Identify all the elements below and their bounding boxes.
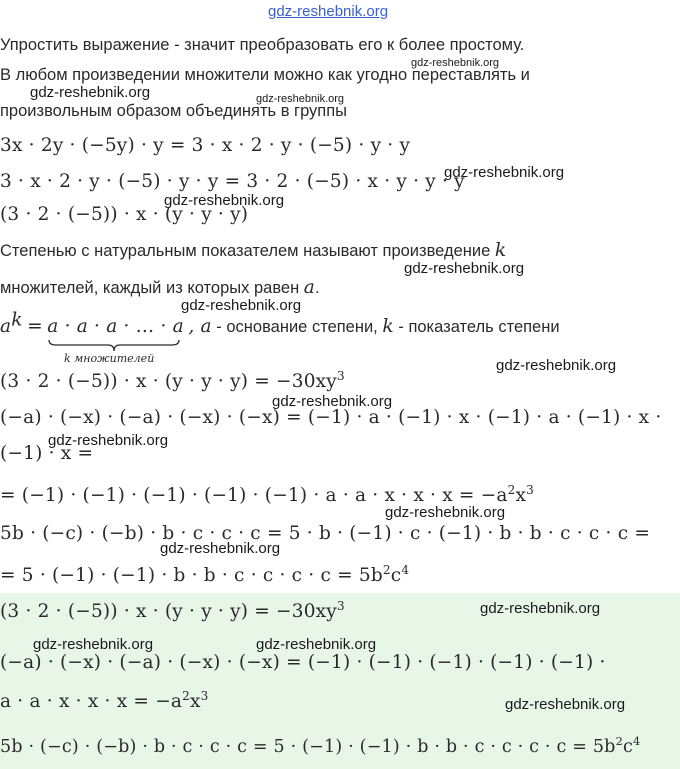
watermark: gdz-reshebnik.org xyxy=(160,540,281,557)
power-definition-text: Степенью с натуральным показателем называют произведение xyxy=(0,242,491,260)
answer-line-3-exp2: 3 xyxy=(200,688,209,703)
work-line-1 xyxy=(0,368,345,392)
answer-line-3-mid: x xyxy=(189,691,201,712)
watermark: gdz-reshebnik.org xyxy=(411,57,500,69)
watermark: gdz-reshebnik.org xyxy=(385,504,506,521)
watermark: gdz-reshebnik.org xyxy=(256,636,377,653)
intro-line-3: произвольным образом объединять в группы xyxy=(0,102,348,120)
answer-line-2: (−a) · (−x) · (−a) · (−x) · (−x) = (−1) · (−1) · (−1) · (−1) · (−1) · xyxy=(0,652,606,673)
work-line-1-main: (3 · 2 · (−5)) · x · (y · y · y) = −30xy xyxy=(0,371,337,392)
power-definition-line-1 xyxy=(0,240,506,261)
work-line-2c-exp1: 2 xyxy=(507,482,516,497)
answer-line-4-main: 5b · (−c) · (−b) · b · c · c · c = 5 · (−1) · (−1) · b · b · c · c · c · c = 5b xyxy=(0,737,616,757)
answer-line-4-exp2: 4 xyxy=(633,734,641,749)
watermark: gdz-reshebnik.org xyxy=(181,297,302,314)
step-2: 3 · x · 2 · y · (−5) · y · y = 3 · 2 · (−5) · x · y · y · y xyxy=(0,171,465,192)
watermark: gdz-reshebnik.org xyxy=(164,192,285,209)
intro-line-1: Упростить выражение - значит преобразовать его к более простому. xyxy=(0,36,525,54)
work-line-3a: 5b · (−c) · (−b) · b · c · c · c = 5 · b · (−1) · c · (−1) · b · b · c · c · c = xyxy=(0,523,651,544)
work-line-2c-mid: x xyxy=(515,485,527,506)
formula-equals: = xyxy=(27,316,43,337)
answer-line-4-mid: c xyxy=(623,737,634,757)
answer-line-1-exp: 3 xyxy=(336,598,345,613)
power-definition-var-a: a xyxy=(303,277,316,298)
watermark: gdz-reshebnik.org xyxy=(256,93,345,105)
formula-tail-text-1: - основание степени, xyxy=(211,318,383,336)
work-line-1-exp: 3 xyxy=(336,368,345,383)
work-line-3b-exp2: 4 xyxy=(401,562,410,577)
intro-line-2: В любом произведении множители можно как угодно переставлять и xyxy=(0,66,530,84)
step-3: (3 · 2 · (−5)) · x · (y · y · y) xyxy=(0,204,249,225)
answer-line-3-main: a · a · x · x · x = −a xyxy=(0,691,183,712)
watermark: gdz-reshebnik.org xyxy=(30,84,151,101)
power-definition-var-k: k xyxy=(494,240,507,261)
work-line-2c xyxy=(0,482,535,506)
underbrace-label: k множителей xyxy=(64,352,155,365)
work-line-2b: (−1) · x = xyxy=(0,443,94,464)
formula-product: a · a · a · … · a xyxy=(47,316,184,337)
answer-line-4 xyxy=(0,734,641,757)
watermark-top-link[interactable]: gdz-reshebnik.org xyxy=(268,3,389,20)
power-definition-line-2: множителей, каждый из которых равен a. xyxy=(0,277,320,298)
answer-line-3 xyxy=(0,688,209,712)
work-line-3b-exp1: 2 xyxy=(382,562,391,577)
watermark: gdz-reshebnik.org xyxy=(496,357,617,374)
watermark: gdz-reshebnik.org xyxy=(444,164,565,181)
work-line-3b xyxy=(0,562,410,586)
power-definition-text-2: множителей, каждый из которых равен xyxy=(0,279,300,297)
step-1: 3x · 2y · (−5y) · y = 3 · x · 2 · y · (−5) · y · y xyxy=(0,135,411,156)
answer-line-1 xyxy=(0,598,345,622)
work-line-2c-main: = (−1) · (−1) · (−1) · (−1) · (−1) · a · a · x · x · x = −a xyxy=(0,485,508,506)
watermark: gdz-reshebnik.org xyxy=(33,636,154,653)
formula-exponent: k xyxy=(11,309,23,331)
answer-line-4-exp1: 2 xyxy=(615,734,624,749)
work-line-3b-main: = 5 · (−1) · (−1) · b · b · c · c · c · c = 5b xyxy=(0,565,383,586)
watermark: gdz-reshebnik.org xyxy=(272,393,393,410)
watermark: gdz-reshebnik.org xyxy=(505,696,626,713)
formula-tail-a: , a xyxy=(188,316,212,337)
power-formula xyxy=(0,309,560,337)
answer-line-1-main: (3 · 2 · (−5)) · x · (y · y · y) = −30xy xyxy=(0,601,337,622)
work-line-3b-mid: c xyxy=(390,565,402,586)
answer-line-3-exp1: 2 xyxy=(182,688,190,703)
watermark: gdz-reshebnik.org xyxy=(480,600,601,617)
underbrace-icon xyxy=(48,339,180,353)
formula-tail-text-2: - показатель степени xyxy=(393,318,560,336)
formula-base: a xyxy=(0,316,12,337)
watermark: gdz-reshebnik.org xyxy=(404,260,525,277)
work-line-2a: (−a) · (−x) · (−a) · (−x) · (−x) = (−1) · a · (−1) · x · (−1) · a · (−1) · x · xyxy=(0,407,662,428)
work-line-2c-exp2: 3 xyxy=(526,482,535,497)
formula-tail-k: k xyxy=(382,316,394,337)
watermark: gdz-reshebnik.org xyxy=(48,432,169,449)
